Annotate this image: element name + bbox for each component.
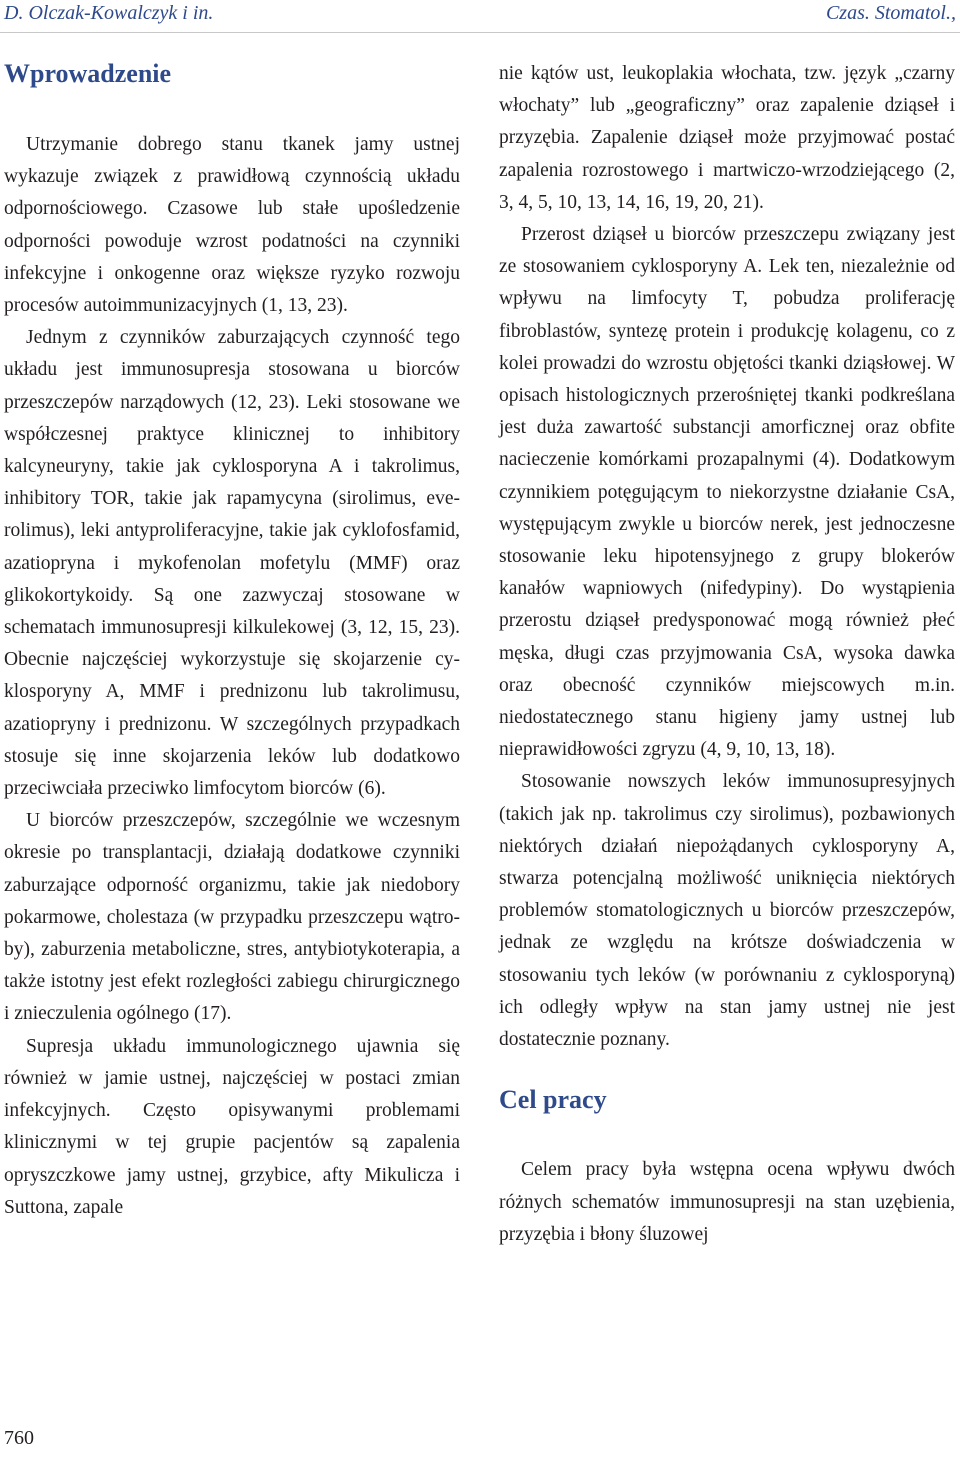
- page-number: 760: [4, 1427, 34, 1449]
- paragraph: U biorców przeszczepów, szczególnie we wczesnym okresie po transplantacji, działają dodatkowe czynniki zaburzające odporność organizmu, takie jak niedobory pokarmowe, cholestaza (w przypadku przeszczepu wątroby), zaburzenia metaboliczne, stres, antybiotykoterapia, a także istotny jest efekt rozległości zabiegu chirurgicznego i znieczulenia ogólnego (17).: [4, 810, 460, 1025]
- paragraph: Przerost dziąseł u biorców przeszczepu związany jest ze stosowaniem cyklosporyny A. Lek ten, niezależnie od wpływu na limfocyty T, pobudza proliferację fibroblastów, syntezę protein i produkcję kolagenu, co z kolei prowadzi do wzrostu objętości tkanki dziąsłowej. W opisach histologicznych przerośniętej tkanki podkreślana jest duża zawartość substancji amorficznej oraz obfite nacieczenie komórkami prozapalnymi (4). Dodatkowym czynnikiem potęgującym to niekorzystne działanie CsA, występującym zwykle u biorców nerek, jest jednoczesne stosowanie leku hipotensyjnego z grupy blokerów kanałów wapniowych (nifedypiny). Do wystąpienia przerostu dziąseł predysponować mogą również płeć męska, długi czas przyjmowania CsA, wysoka dawka oraz obecność czynników miejscowych m.in. niedostatecznego stanu higieny jamy ustnej lub nieprawidłowości zgryzu (4, 9, 10, 13, 18).: [499, 224, 955, 761]
- paragraph: Stosowanie nowszych leków immunosupresyjnych (takich jak np. takrolimus czy sirolimus), pozbawionych niektórych działań niepożądanych cyklosporyny A, stwarza potencjalną możliwość uniknięcia niektórych problemów stomatologicznych u biorców przeszczepów, jednak ze względu na krótsze doświadczenia w stosowaniu tych leków (w porównaniu z cyklosporyną) ich odległy wpływ na stan jamy ustnej nie jest dostatecznie poznany.: [499, 771, 955, 1051]
- paragraph: Utrzymanie dobrego stanu tkanek jamy ustnej wykazuje związek z prawidłową czynnością układu odpornościowego. Czasowe lub stałe upośledzenie odporności powoduje wzrost podatności na czynniki infekcyjne i onkogenne oraz większe ryzyko rozwoju procesów autoimmunizacyjnych (1, 13, 23).: [4, 134, 460, 317]
- paragraph-continued: nie kątów ust, leukoplakia włochata, tzw. język „czarny włochaty” lub „geograficzny” oraz zapalenie dziąseł i przyzębia. Zapalenie dziąseł może przyjmować postać zapalenia rozrostowego i martwiczo-wrzodziejącego (2, 3, 4, 5, 10, 13, 14, 16, 19, 20, 21).: [499, 63, 955, 213]
- running-header: [4, 0, 956, 28]
- paragraph: Jednym z czynników zaburzających czynność tego układu jest immunosupresja stosowana u biorców przeszczepów narządowych (12, 23). Leki stosowane we współczesnej praktyce klinicznej to inhibitory kalcyneuryny, takie jak cyklosporyna A i takrolimus, inhibitory TOR, takie jak rapamycyna (sirolimus, everolimus), leki antyproliferacyjne, takie jak cyklofosfamid, azatiopryna i mykofenolan mofetylu (MMF) oraz glikokortykoidy. Są one zazwyczaj stosowane w schematach immunosupresji kilkulekowej (3, 12, 15, 23). Obecnie najczęściej wykorzystuje się skojarzenie cyklosporyny A, MMF i prednizonu lub takrolimusu, azatiopryny i prednizonu. W szczególnych przypadkach stosuje się inne skojarzenia leków lub dodatkowo przeciwciała przeciwko limfocytom biorców (6).: [4, 327, 460, 800]
- right-column: [499, 58, 955, 1251]
- section-heading-introduction: Wprowadzenie: [4, 59, 172, 88]
- left-column: [4, 54, 460, 1224]
- section-heading-aim: Cel pracy: [499, 1085, 607, 1115]
- paragraph: Celem pracy była wstępna ocena wpływu dwóch różnych schematów immunosupresji na stan uzębienia, przyzębia i błony śluzowej: [499, 1159, 955, 1245]
- header-rule: [0, 32, 960, 33]
- running-header-journal: Czas. Stomatol.,: [825, 2, 956, 24]
- paragraph: Supresja układu immunologicznego ujawnia się również w jamie ustnej, najczęściej w postaci zmian infekcyjnych. Często opisywanymi problemami klinicznymi w tej grupie pacjentów są zapalenia opryszczkowe jamy ustnej, grzybice, afty Mikulicza i Suttona, zapale: [4, 1035, 460, 1218]
- running-header-authors: D. Olczak-Kowalczyk i in.: [4, 2, 214, 24]
